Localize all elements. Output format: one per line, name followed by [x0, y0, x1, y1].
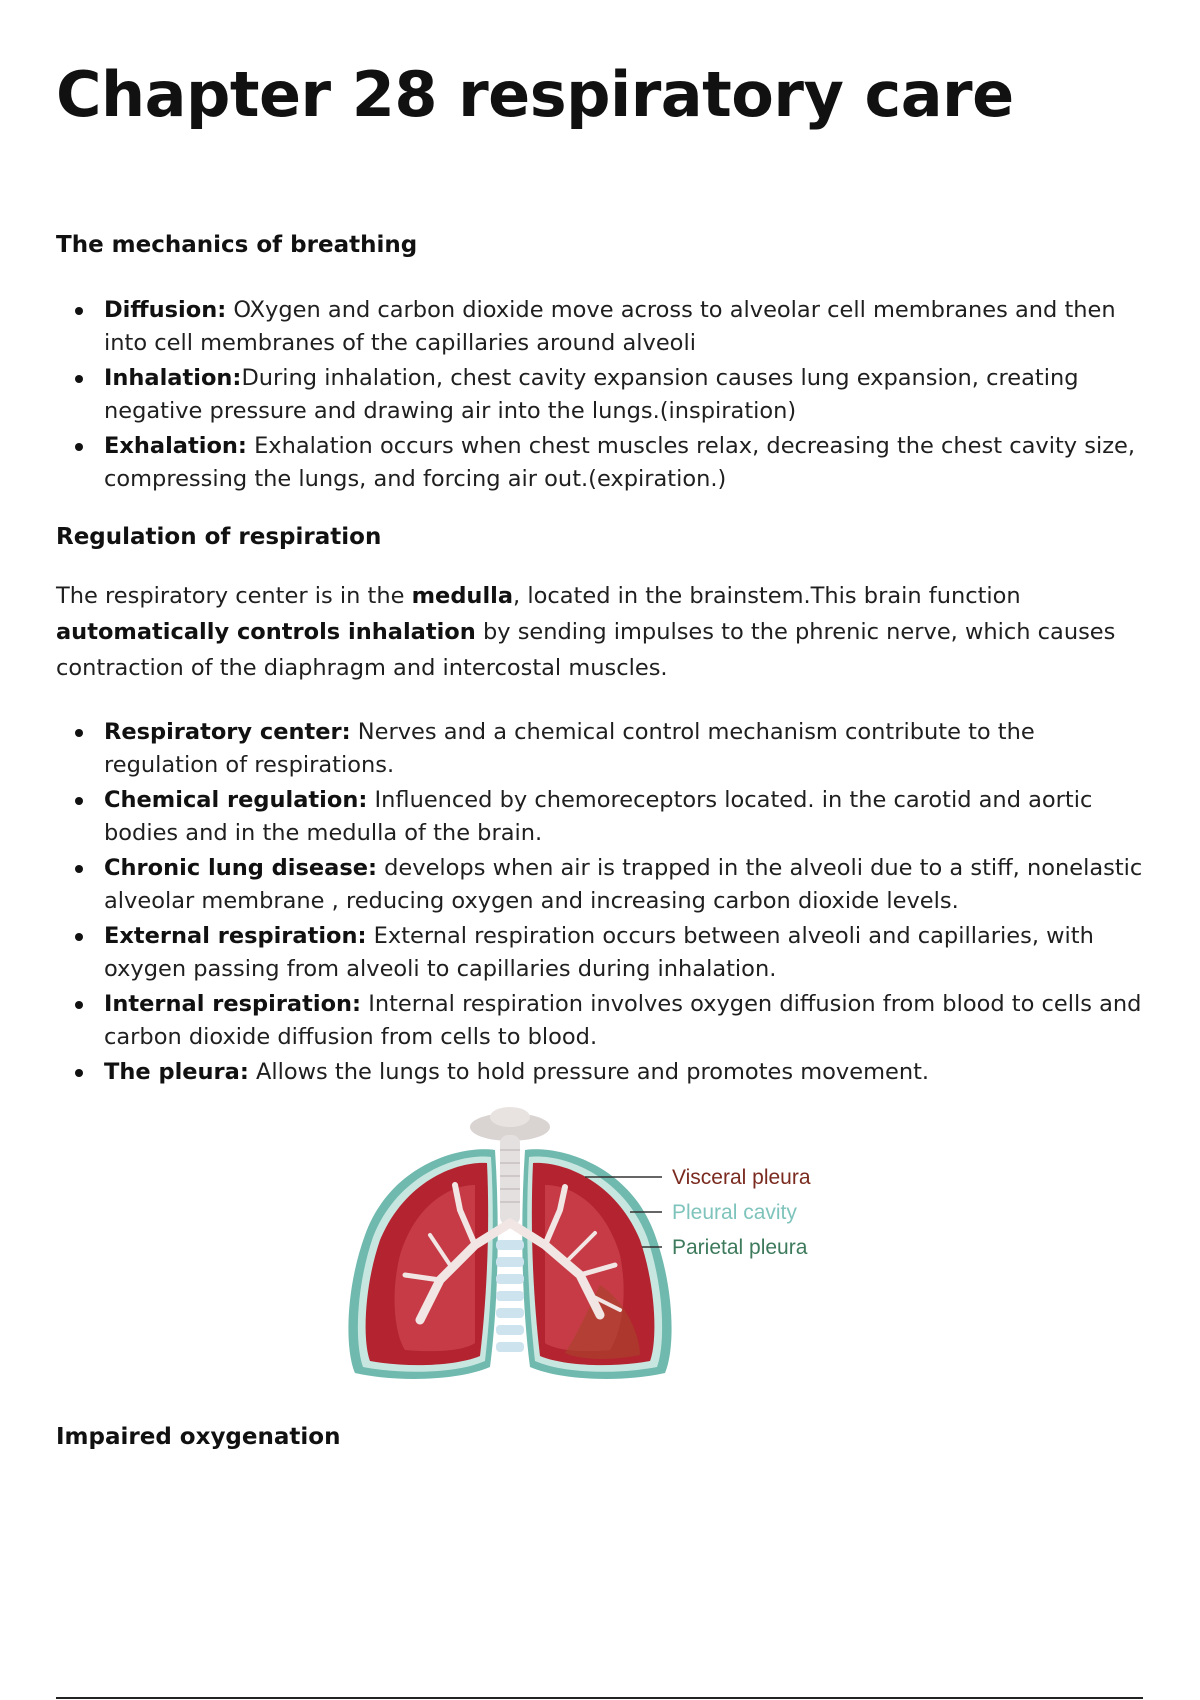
list-item-term: Respiratory center:: [104, 719, 351, 745]
list-item-text: During inhalation, chest cavity expansion causes lung expansion, creating negative pressure and drawing air into the lungs.(inspiration): [104, 365, 1079, 424]
regulation-paragraph: [56, 578, 1146, 686]
vertebra-spine: [490, 1107, 530, 1127]
list-item-term: Chemical regulation:: [104, 787, 368, 813]
list-item: [56, 430, 1146, 496]
trachea: [500, 1135, 520, 1225]
list-item-term: Diffusion:: [104, 297, 227, 323]
regulation-list: [56, 716, 1146, 1091]
lungs-illustration: [310, 1105, 840, 1395]
list-item-text: Nerves and a chemical control mechanism contribute to the regulation of respirations.: [104, 719, 1035, 778]
page-title: Chapter 28 respiratory care: [56, 58, 1014, 131]
paragraph-text: by sending impulses to the phrenic nerve, which causes contraction of the diaphragm and intercostal muscles.: [56, 619, 1116, 681]
list-item: [56, 716, 1146, 782]
bullet-icon: [75, 729, 83, 737]
list-item-text: Internal respiration involves oxygen diffusion from blood to cells and carbon dioxide diffusion from cells to blood.: [104, 991, 1142, 1050]
bullet-icon: [75, 307, 83, 315]
bullet-icon: [75, 375, 83, 383]
bullet-icon: [75, 443, 83, 451]
pleura-diagram: [310, 1105, 840, 1395]
section-heading-impaired: Impaired oxygenation: [56, 1424, 341, 1450]
list-item-term: Chronic lung disease:: [104, 855, 377, 881]
bullet-icon: [75, 1069, 83, 1077]
paragraph-bold-controls: automatically controls inhalation: [56, 619, 476, 645]
page-bottom-divider: [56, 1697, 1143, 1699]
list-item: [56, 1056, 1146, 1089]
list-item: [56, 362, 1146, 428]
bullet-icon: [75, 933, 83, 941]
bullet-icon: [75, 1001, 83, 1009]
section-heading-regulation: Regulation of respiration: [56, 524, 382, 550]
spine-column: [496, 1240, 524, 1352]
list-item: [56, 784, 1146, 850]
label-parietal-pleura: Parietal pleura: [672, 1236, 808, 1259]
label-pleural-cavity: Pleural cavity: [672, 1201, 797, 1224]
paragraph-text: The respiratory center is in the: [56, 583, 412, 609]
list-item: [56, 294, 1146, 360]
bullet-icon: [75, 865, 83, 873]
list-item-term: The pleura:: [104, 1059, 249, 1085]
list-item-text: Influenced by chemoreceptors located. in the carotid and aortic bodies and in the medulla of the brain.: [104, 787, 1093, 846]
list-item-text: Allows the lungs to hold pressure and promotes movement.: [248, 1059, 930, 1085]
list-item: [56, 988, 1146, 1054]
list-item: [56, 920, 1146, 986]
paragraph-text: , located in the brainstem.This brain function: [513, 583, 1021, 609]
section-heading-mechanics: The mechanics of breathing: [56, 232, 418, 258]
list-item-text: External respiration occurs between alveoli and capillaries, with oxygen passing from alveoli to capillaries during inhalation.: [104, 923, 1094, 982]
label-visceral-pleura: Visceral pleura: [672, 1166, 811, 1189]
list-item-term: Internal respiration:: [104, 991, 362, 1017]
list-item-text: develops when air is trapped in the alveoli due to a stiff, nonelastic alveolar membrane , reducing oxygen and increasing carbon dioxide levels.: [104, 855, 1143, 914]
paragraph-bold-medulla: medulla: [411, 583, 514, 609]
mechanics-list: [56, 294, 1146, 498]
list-item-text: OXygen and carbon dioxide move across to alveolar cell membranes and then into cell membranes of the capillaries around alveoli: [104, 297, 1116, 356]
list-item-term: Exhalation:: [104, 433, 247, 459]
list-item-term: Inhalation:: [104, 365, 242, 391]
list-item-term: External respiration:: [104, 923, 367, 949]
list-item: [56, 852, 1146, 918]
list-item-text: Exhalation occurs when chest muscles relax, decreasing the chest cavity size, compressing the lungs, and forcing air out.(expiration.): [104, 433, 1136, 492]
bullet-icon: [75, 797, 83, 805]
